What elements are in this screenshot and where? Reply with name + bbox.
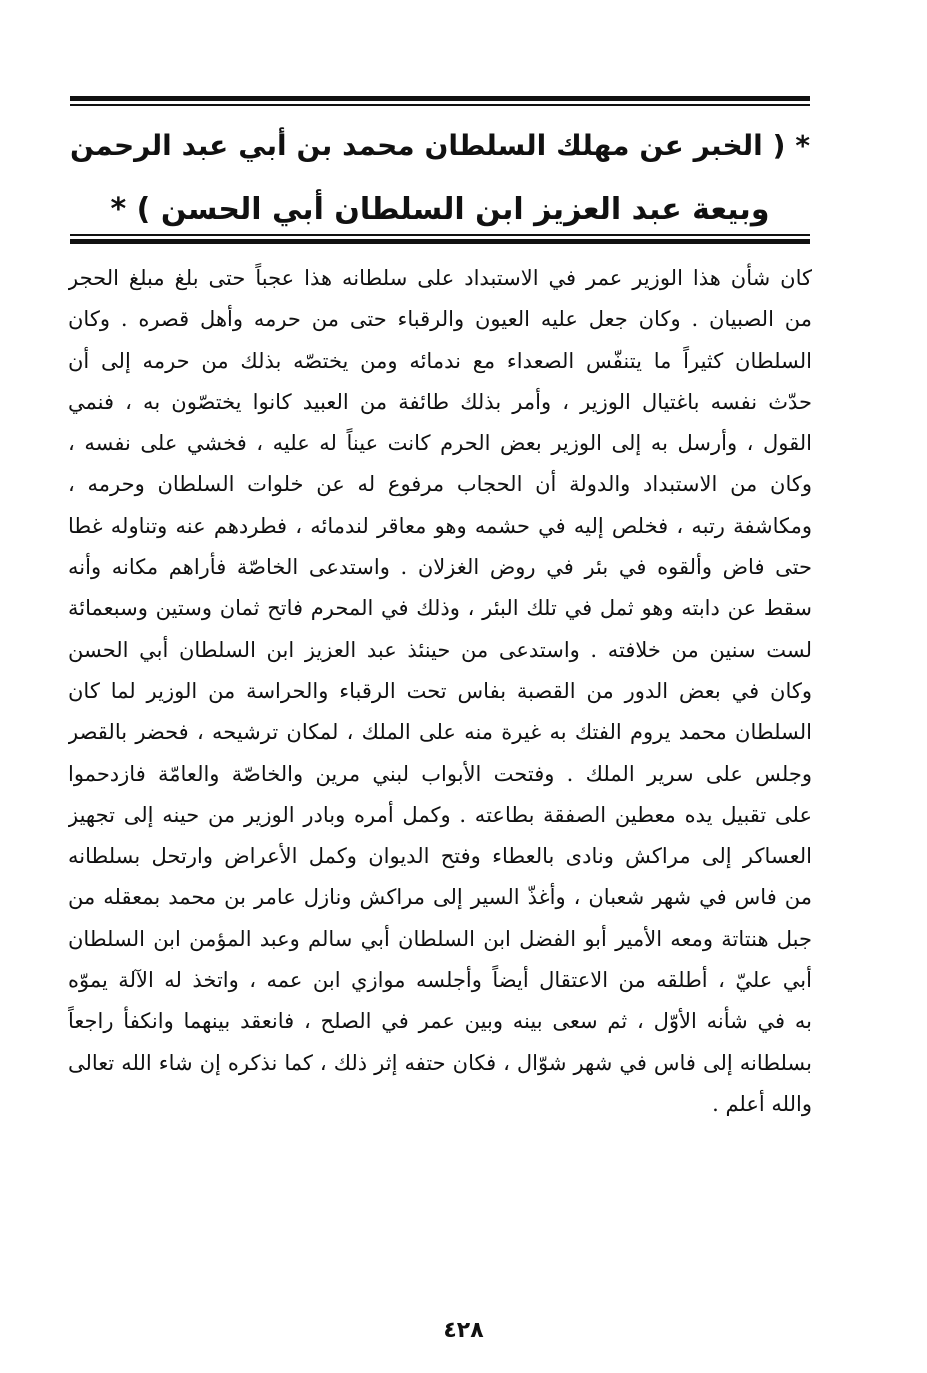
heading-line-2: وبيعة عبد العزيز ابن السلطان أبي الحسن ) * — [110, 192, 770, 227]
body-line: القول ، وأرسل به إلى الوزير بعض الحرم كانت عيناً له عليه ، فخشي على نفسه ، — [68, 431, 812, 456]
body-line: والله أعلم . — [712, 1091, 812, 1116]
body-line: لست سنين من خلافته . واستدعى من حينئذ عبد العزيز ابن السلطان أبي الحسن — [68, 637, 812, 662]
body-line: أبي عليّ ، أطلقه من الاعتقال أيضاً وأجلسه موازي ابن عمه ، واتخذ له الآلة يموّه — [68, 968, 812, 993]
body-line: ومكاشفة رتبه ، فخلص إليه في حشمه وهو معاقر لندمائه ، فطردهم عنه وتناوله غطا — [68, 513, 812, 538]
body-line: حتى فاض وألقوه في بئر في روض الغزلان . واستدعى الخاصّة فأراهم مكانه وأنه — [68, 555, 812, 580]
body-line: العساكر إلى مراكش ونادى بالعطاء وفتح الديوان وكمل الأعراض وارتحل بسلطانه — [68, 844, 812, 869]
body-line: وجلس على سرير الملك . وفتحت الأبواب لبني مرين والخاصّة والعامّة فازدحموا — [68, 761, 812, 786]
bottom-double-rule — [70, 234, 810, 244]
body-line: بسلطانه إلى فاس في شهر شوّال ، فكان حتفه إثر ذلك ، كما نذكره إن شاء الله تعالى — [68, 1050, 812, 1075]
body-line: وكان من الاستبداد والدولة أن الحجاب مرفوع له عن خلوات السلطان وحرمه ، — [68, 472, 812, 497]
body-line: على تقبيل يده معطين الصفقة بطاعته . وكمل أمره وبادر الوزير من حينه إلى تجهيز — [68, 802, 812, 827]
body-line: السلطان كثيراً ما يتنفّس الصعداء مع ندمائه ومن يختصّه بذلك من حرمه إلى أن — [68, 348, 812, 373]
top-double-rule — [70, 96, 810, 106]
body-line: من فاس في شهر شعبان ، وأغذّ السير إلى مراكش ونازل عامر بن محمد بمعقله من — [68, 885, 812, 910]
page-number: ٤٢٨ — [443, 1318, 484, 1343]
body-line: السلطان محمد يروم الفتك به غيرة منه على الملك ، لمكان ترشيحه ، فحضر بالقصر — [68, 720, 812, 745]
heading-line-1: * ( الخبر عن مهلك السلطان محمد بن أبي عبد الرحمن — [70, 129, 810, 162]
body-line: حدّث نفسه باغتيال الوزير ، وأمر بذلك طائفة من العبيد كانوا يختصّون به ، فنمي — [68, 389, 812, 414]
body-text — [68, 258, 812, 1125]
body-line: وكان في بعض الدور من القصبة بفاس تحت الرقباء والحراسة من الوزير لما كان — [68, 678, 812, 703]
body-line: به في شأنه الأوّل ، ثم سعى بينه وبين عمر في الصلح ، فانعقد بينهما وانكفأ راجعاً — [68, 1009, 812, 1034]
body-line: جبل هنتاتة ومعه الأمير أبو الفضل ابن السلطان أبي سالم وعبد المؤمن ابن السلطان — [68, 926, 812, 951]
body-line: من الصبيان . وكان جعل عليه العيون والرقباء حتى من حرمه وأهل قصره . وكان — [68, 307, 812, 332]
body-line: كان شأن هذا الوزير عمر في الاستبداد على سلطانه هذا عجباً حتى بلغ مبلغ الحجر — [68, 266, 812, 290]
body-line: سقط عن دابته وهو ثمل في تلك البئر ، وذلك في المحرم فاتح ثمان وستين وسبعمائة — [68, 596, 812, 621]
chapter-heading — [70, 114, 810, 242]
